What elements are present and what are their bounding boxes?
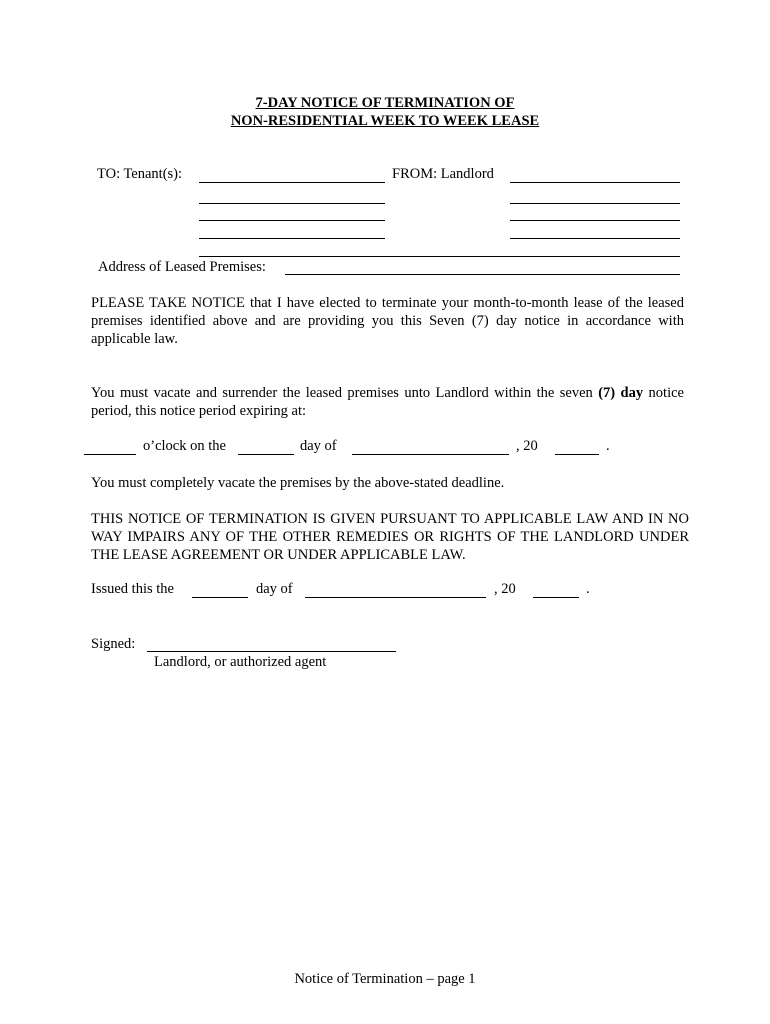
issued-year-field[interactable]	[533, 597, 579, 598]
address-label: Address of Leased Premises:	[98, 259, 266, 275]
vacate-text-before: You must vacate and surrender the leased premises unto Landlord within the seven	[91, 385, 599, 401]
expiry-day-field[interactable]	[238, 454, 294, 455]
expiry-month-field[interactable]	[352, 454, 509, 455]
landlord-label: FROM: Landlord	[392, 166, 494, 182]
document-title-line-2: NON-RESIDENTIAL WEEK TO WEEK LEASE	[230, 113, 540, 129]
issued-label: Issued this the	[91, 581, 174, 597]
tenant-name-field-2[interactable]	[199, 203, 385, 204]
address-field-2[interactable]	[285, 274, 680, 275]
deadline-sentence: You must completely vacate the premises by the above-stated deadline.	[91, 475, 505, 491]
pursuant-paragraph: THIS NOTICE OF TERMINATION IS GIVEN PURSUANT TO APPLICABLE LAW AND IN NO WAY IMPAIRS ANY OF THE OTHER REMEDIES OR RIGHTS OF THE LANDLORD UNDER THE LEASE AGREEMENT OR UNDER APPLICABLE LAW.	[91, 511, 689, 563]
vacate-text-after: notice period, this notice period expiring at:	[91, 385, 684, 419]
notice-paragraph: PLEASE TAKE NOTICE that I have elected to terminate your month-to-month lease of the leased premises identified above and are providing you this Seven (7) day notice in accordance with applicable law.	[91, 295, 684, 347]
vacate-paragraph	[91, 384, 684, 420]
expiry-year-prefix: , 20	[516, 438, 538, 454]
tenant-name-field-4[interactable]	[199, 238, 385, 239]
expiry-period: .	[606, 438, 610, 454]
tenant-name-field-1[interactable]	[199, 182, 385, 183]
signature-field[interactable]	[147, 651, 396, 652]
landlord-name-field-3[interactable]	[510, 220, 680, 221]
page-footer: Notice of Termination – page 1	[294, 971, 476, 987]
expiry-day-of-label: day of	[300, 438, 337, 454]
hour-field[interactable]	[84, 454, 136, 455]
address-field-1[interactable]	[199, 256, 680, 257]
oclock-label: o’clock on the	[143, 438, 226, 454]
landlord-name-field-1[interactable]	[510, 182, 680, 183]
document-title-line-1: 7-DAY NOTICE OF TERMINATION OF	[255, 95, 515, 111]
tenant-name-field-3[interactable]	[199, 220, 385, 221]
signed-label: Signed:	[91, 636, 136, 652]
vacate-text-bold: (7) day	[598, 385, 644, 401]
landlord-name-field-4[interactable]	[510, 238, 680, 239]
issued-day-field[interactable]	[192, 597, 248, 598]
issued-period: .	[586, 581, 590, 597]
issued-year-prefix: , 20	[494, 581, 516, 597]
signature-caption: Landlord, or authorized agent	[154, 654, 327, 670]
tenant-label: TO: Tenant(s):	[97, 166, 183, 182]
issued-day-of-label: day of	[256, 581, 293, 597]
expiry-year-field[interactable]	[555, 454, 599, 455]
landlord-name-field-2[interactable]	[510, 203, 680, 204]
issued-month-field[interactable]	[305, 597, 486, 598]
